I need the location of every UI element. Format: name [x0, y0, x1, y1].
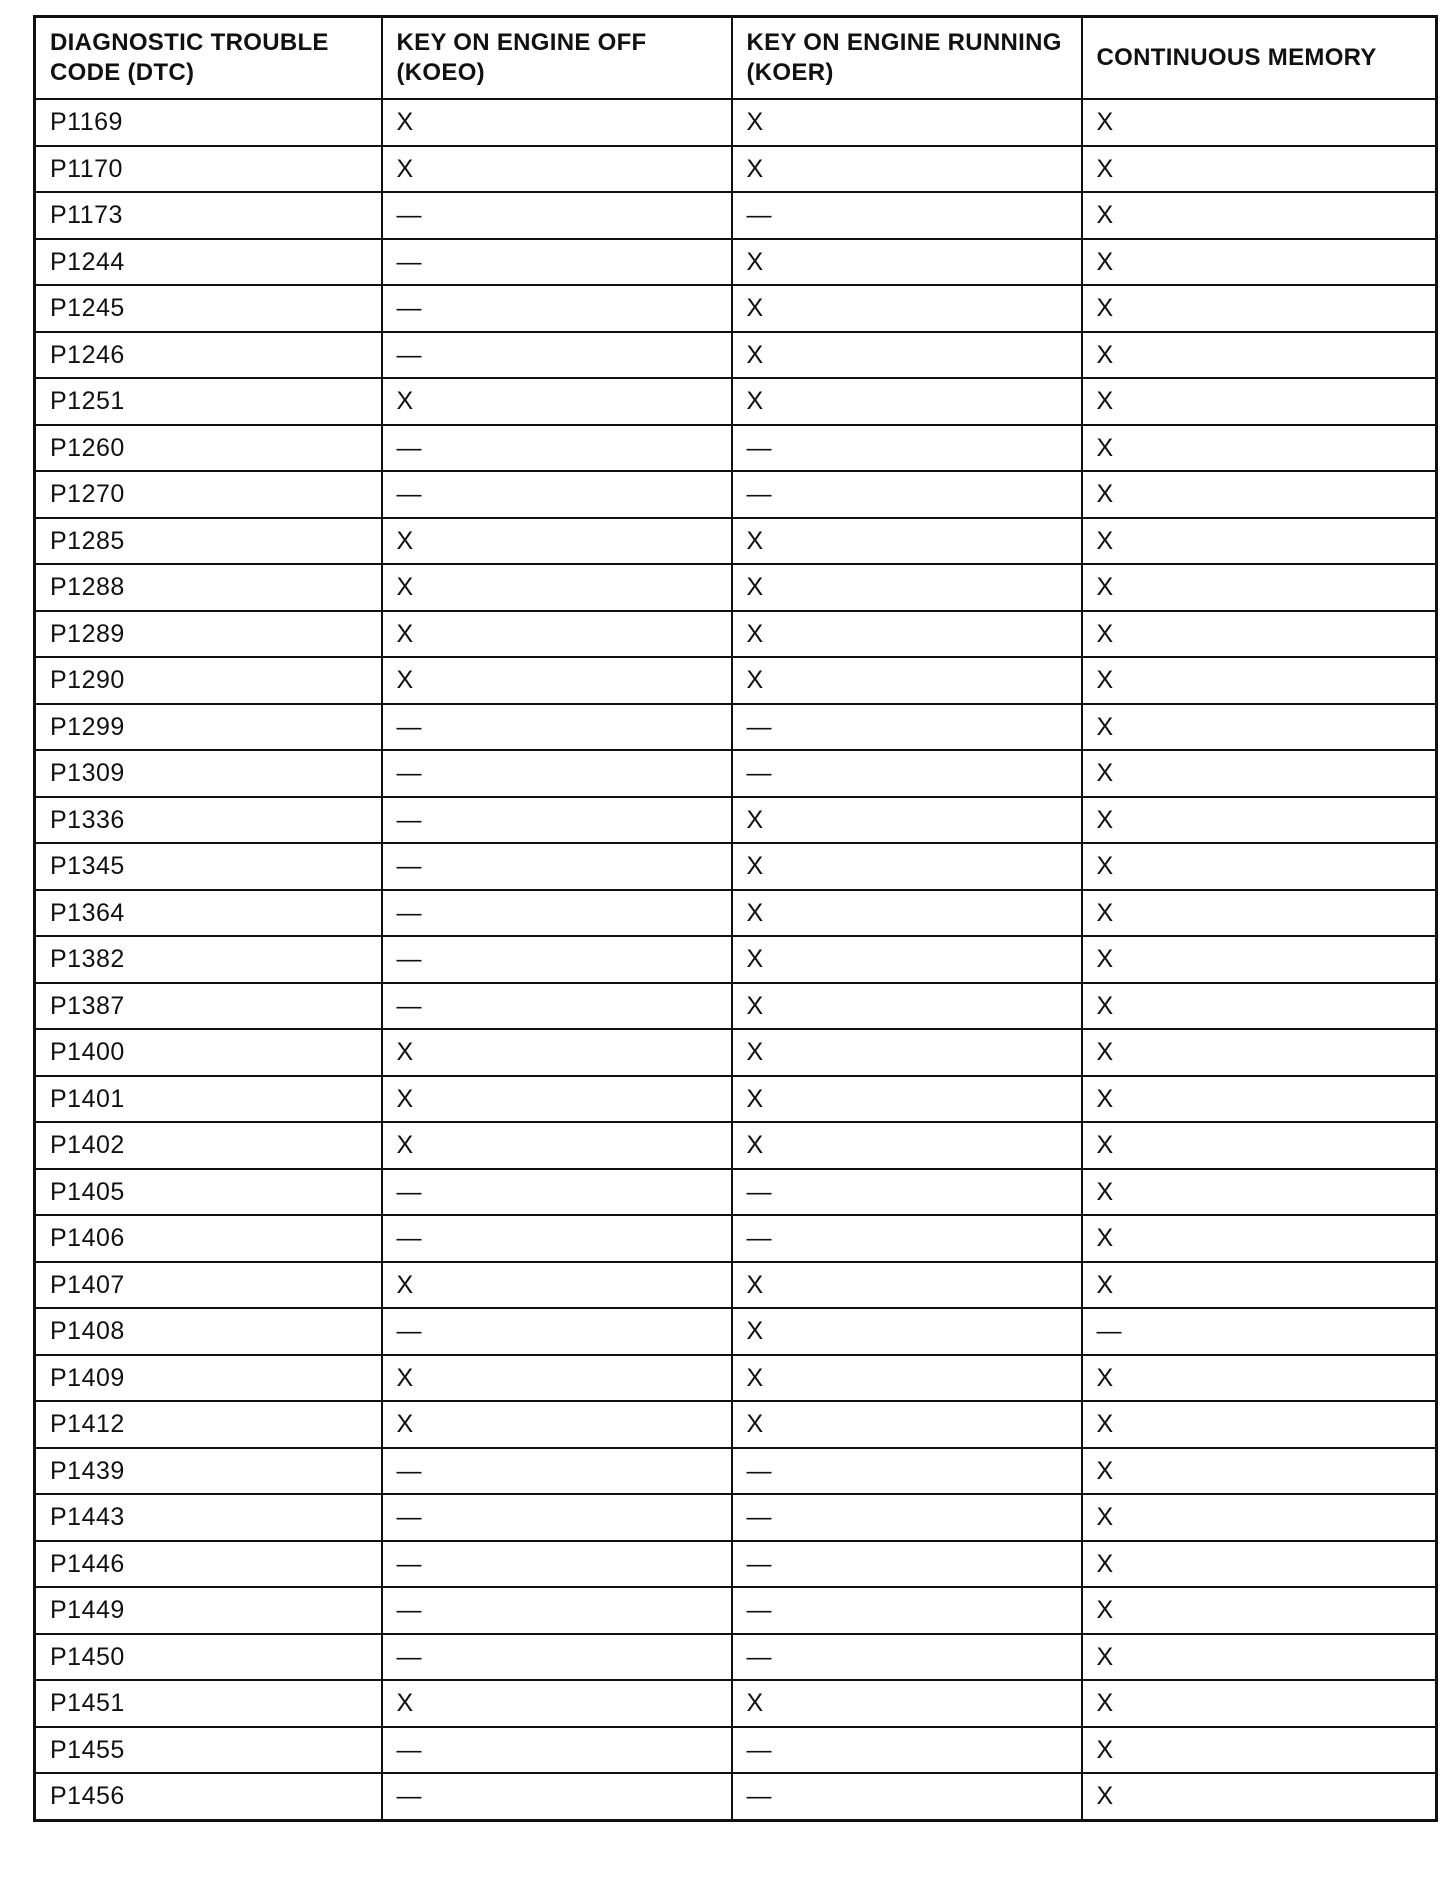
koer-cell: X	[732, 332, 1082, 379]
koer-cell: —	[732, 1727, 1082, 1774]
dtc-code-cell: P1246	[35, 332, 382, 379]
header-dtc: DIAGNOSTIC TROUBLE CODE (DTC)	[35, 17, 382, 100]
dtc-code-cell: P1456	[35, 1773, 382, 1820]
koeo-cell: X	[382, 1262, 732, 1309]
koeo-cell: —	[382, 1773, 732, 1820]
dtc-code-cell: P1446	[35, 1541, 382, 1588]
continuous-memory-cell: X	[1082, 1262, 1437, 1309]
dtc-table	[33, 15, 1438, 1822]
koer-cell: X	[732, 518, 1082, 565]
koeo-cell: —	[382, 1634, 732, 1681]
koeo-cell: —	[382, 1169, 732, 1216]
continuous-memory-cell: X	[1082, 564, 1437, 611]
continuous-memory-cell: X	[1082, 983, 1437, 1030]
table-row	[35, 704, 1437, 751]
koer-cell: X	[732, 1308, 1082, 1355]
table-row	[35, 332, 1437, 379]
koer-cell: X	[732, 1076, 1082, 1123]
koer-cell: X	[732, 797, 1082, 844]
table-row	[35, 146, 1437, 193]
dtc-code-cell: P1382	[35, 936, 382, 983]
continuous-memory-cell: X	[1082, 611, 1437, 658]
koer-cell: X	[732, 983, 1082, 1030]
koer-cell: X	[732, 611, 1082, 658]
koer-cell: X	[732, 285, 1082, 332]
koeo-cell: —	[382, 1541, 732, 1588]
table-row	[35, 797, 1437, 844]
koer-cell: —	[732, 1541, 1082, 1588]
table-row	[35, 983, 1437, 1030]
continuous-memory-cell: X	[1082, 1401, 1437, 1448]
dtc-code-cell: P1251	[35, 378, 382, 425]
table-row	[35, 1587, 1437, 1634]
koeo-cell: —	[382, 936, 732, 983]
koer-cell: —	[732, 750, 1082, 797]
dtc-code-cell: P1407	[35, 1262, 382, 1309]
continuous-memory-cell: X	[1082, 704, 1437, 751]
koer-cell: —	[732, 425, 1082, 472]
table-row	[35, 1262, 1437, 1309]
table-row	[35, 750, 1437, 797]
table-row	[35, 1169, 1437, 1216]
koeo-cell: X	[382, 99, 732, 146]
continuous-memory-cell: X	[1082, 425, 1437, 472]
koer-cell: —	[732, 1494, 1082, 1541]
table-row	[35, 1634, 1437, 1681]
koeo-cell: —	[382, 1215, 732, 1262]
table-row	[35, 1541, 1437, 1588]
continuous-memory-cell: X	[1082, 1215, 1437, 1262]
table-row	[35, 1122, 1437, 1169]
koer-cell: —	[732, 1215, 1082, 1262]
koeo-cell: X	[382, 518, 732, 565]
dtc-code-cell: P1285	[35, 518, 382, 565]
koer-cell: —	[732, 1169, 1082, 1216]
table-row	[35, 657, 1437, 704]
koeo-cell: —	[382, 1727, 732, 1774]
table-row	[35, 99, 1437, 146]
koeo-cell: X	[382, 1076, 732, 1123]
table-row	[35, 1308, 1437, 1355]
table-row	[35, 425, 1437, 472]
header-row	[35, 17, 1437, 100]
koer-cell: —	[732, 1587, 1082, 1634]
koer-cell: X	[732, 146, 1082, 193]
dtc-code-cell: P1409	[35, 1355, 382, 1402]
table-row	[35, 192, 1437, 239]
continuous-memory-cell: X	[1082, 1355, 1437, 1402]
dtc-code-cell: P1449	[35, 1587, 382, 1634]
continuous-memory-cell: X	[1082, 378, 1437, 425]
dtc-code-cell: P1405	[35, 1169, 382, 1216]
koeo-cell: X	[382, 657, 732, 704]
koer-cell: X	[732, 378, 1082, 425]
continuous-memory-cell: X	[1082, 1494, 1437, 1541]
dtc-code-cell: P1173	[35, 192, 382, 239]
koeo-cell: —	[382, 983, 732, 1030]
table-row	[35, 1494, 1437, 1541]
continuous-memory-cell: X	[1082, 332, 1437, 379]
table-row	[35, 1029, 1437, 1076]
koeo-cell: —	[382, 797, 732, 844]
dtc-code-cell: P1451	[35, 1680, 382, 1727]
table-row	[35, 843, 1437, 890]
dtc-code-cell: P1260	[35, 425, 382, 472]
koer-cell: X	[732, 1355, 1082, 1402]
continuous-memory-cell: X	[1082, 1169, 1437, 1216]
continuous-memory-cell: X	[1082, 1634, 1437, 1681]
header-koer: KEY ON ENGINE RUNNING (KOER)	[732, 17, 1082, 100]
continuous-memory-cell: —	[1082, 1308, 1437, 1355]
table-row	[35, 1773, 1437, 1820]
koeo-cell: —	[382, 471, 732, 518]
continuous-memory-cell: X	[1082, 285, 1437, 332]
dtc-code-cell: P1244	[35, 239, 382, 286]
koer-cell: —	[732, 192, 1082, 239]
koeo-cell: X	[382, 564, 732, 611]
dtc-code-cell: P1345	[35, 843, 382, 890]
continuous-memory-cell: X	[1082, 1541, 1437, 1588]
koeo-cell: —	[382, 750, 732, 797]
continuous-memory-cell: X	[1082, 890, 1437, 937]
continuous-memory-cell: X	[1082, 146, 1437, 193]
table-header	[35, 17, 1437, 100]
dtc-code-cell: P1455	[35, 1727, 382, 1774]
koer-cell: X	[732, 936, 1082, 983]
continuous-memory-cell: X	[1082, 99, 1437, 146]
dtc-code-cell: P1245	[35, 285, 382, 332]
dtc-code-cell: P1336	[35, 797, 382, 844]
dtc-code-cell: P1439	[35, 1448, 382, 1495]
table-row	[35, 1680, 1437, 1727]
koeo-cell: —	[382, 843, 732, 890]
koer-cell: —	[732, 1634, 1082, 1681]
koeo-cell: X	[382, 378, 732, 425]
table-row	[35, 378, 1437, 425]
dtc-code-cell: P1289	[35, 611, 382, 658]
koeo-cell: X	[382, 611, 732, 658]
continuous-memory-cell: X	[1082, 1122, 1437, 1169]
koeo-cell: X	[382, 1401, 732, 1448]
koeo-cell: —	[382, 1448, 732, 1495]
table-row	[35, 890, 1437, 937]
koer-cell: X	[732, 1680, 1082, 1727]
table-row	[35, 518, 1437, 565]
continuous-memory-cell: X	[1082, 239, 1437, 286]
dtc-code-cell: P1170	[35, 146, 382, 193]
dtc-code-cell: P1406	[35, 1215, 382, 1262]
dtc-code-cell: P1288	[35, 564, 382, 611]
continuous-memory-cell: X	[1082, 192, 1437, 239]
dtc-code-cell: P1387	[35, 983, 382, 1030]
table-row	[35, 1355, 1437, 1402]
continuous-memory-cell: X	[1082, 1076, 1437, 1123]
dtc-code-cell: P1408	[35, 1308, 382, 1355]
koer-cell: X	[732, 843, 1082, 890]
koer-cell: X	[732, 1262, 1082, 1309]
dtc-code-cell: P1450	[35, 1634, 382, 1681]
koeo-cell: X	[382, 1355, 732, 1402]
dtc-code-cell: P1412	[35, 1401, 382, 1448]
continuous-memory-cell: X	[1082, 657, 1437, 704]
continuous-memory-cell: X	[1082, 471, 1437, 518]
koer-cell: X	[732, 99, 1082, 146]
koeo-cell: —	[382, 285, 732, 332]
continuous-memory-cell: X	[1082, 518, 1437, 565]
koer-cell: X	[732, 1401, 1082, 1448]
table-row	[35, 1401, 1437, 1448]
dtc-code-cell: P1270	[35, 471, 382, 518]
table-row	[35, 1448, 1437, 1495]
koeo-cell: X	[382, 1122, 732, 1169]
koer-cell: —	[732, 1448, 1082, 1495]
dtc-code-cell: P1364	[35, 890, 382, 937]
continuous-memory-cell: X	[1082, 936, 1437, 983]
continuous-memory-cell: X	[1082, 750, 1437, 797]
koeo-cell: X	[382, 146, 732, 193]
continuous-memory-cell: X	[1082, 1680, 1437, 1727]
koer-cell: —	[732, 471, 1082, 518]
koeo-cell: —	[382, 425, 732, 472]
koeo-cell: X	[382, 1029, 732, 1076]
dtc-code-cell: P1309	[35, 750, 382, 797]
koeo-cell: —	[382, 890, 732, 937]
table-row	[35, 1727, 1437, 1774]
table-row	[35, 564, 1437, 611]
koeo-cell: —	[382, 1587, 732, 1634]
dtc-code-cell: P1290	[35, 657, 382, 704]
dtc-code-cell: P1299	[35, 704, 382, 751]
continuous-memory-cell: X	[1082, 1029, 1437, 1076]
table-body	[35, 99, 1437, 1820]
table-row	[35, 936, 1437, 983]
table-row	[35, 239, 1437, 286]
dtc-code-cell: P1443	[35, 1494, 382, 1541]
dtc-code-cell: P1402	[35, 1122, 382, 1169]
continuous-memory-cell: X	[1082, 1587, 1437, 1634]
dtc-code-cell: P1169	[35, 99, 382, 146]
table-row	[35, 471, 1437, 518]
continuous-memory-cell: X	[1082, 843, 1437, 890]
koer-cell: —	[732, 1773, 1082, 1820]
table-row	[35, 611, 1437, 658]
koeo-cell: —	[382, 192, 732, 239]
koer-cell: X	[732, 890, 1082, 937]
koeo-cell: —	[382, 239, 732, 286]
koer-cell: X	[732, 1029, 1082, 1076]
header-continuous-memory: CONTINUOUS MEMORY	[1082, 17, 1437, 100]
table-row	[35, 1215, 1437, 1262]
koeo-cell: —	[382, 1494, 732, 1541]
header-koeo: KEY ON ENGINE OFF (KOEO)	[382, 17, 732, 100]
continuous-memory-cell: X	[1082, 1727, 1437, 1774]
koer-cell: X	[732, 1122, 1082, 1169]
koeo-cell: —	[382, 1308, 732, 1355]
koer-cell: —	[732, 704, 1082, 751]
koeo-cell: —	[382, 704, 732, 751]
koer-cell: X	[732, 564, 1082, 611]
dtc-code-cell: P1400	[35, 1029, 382, 1076]
dtc-code-cell: P1401	[35, 1076, 382, 1123]
continuous-memory-cell: X	[1082, 797, 1437, 844]
continuous-memory-cell: X	[1082, 1773, 1437, 1820]
table-row	[35, 1076, 1437, 1123]
koeo-cell: —	[382, 332, 732, 379]
koeo-cell: X	[382, 1680, 732, 1727]
continuous-memory-cell: X	[1082, 1448, 1437, 1495]
koer-cell: X	[732, 239, 1082, 286]
table-row	[35, 285, 1437, 332]
koer-cell: X	[732, 657, 1082, 704]
